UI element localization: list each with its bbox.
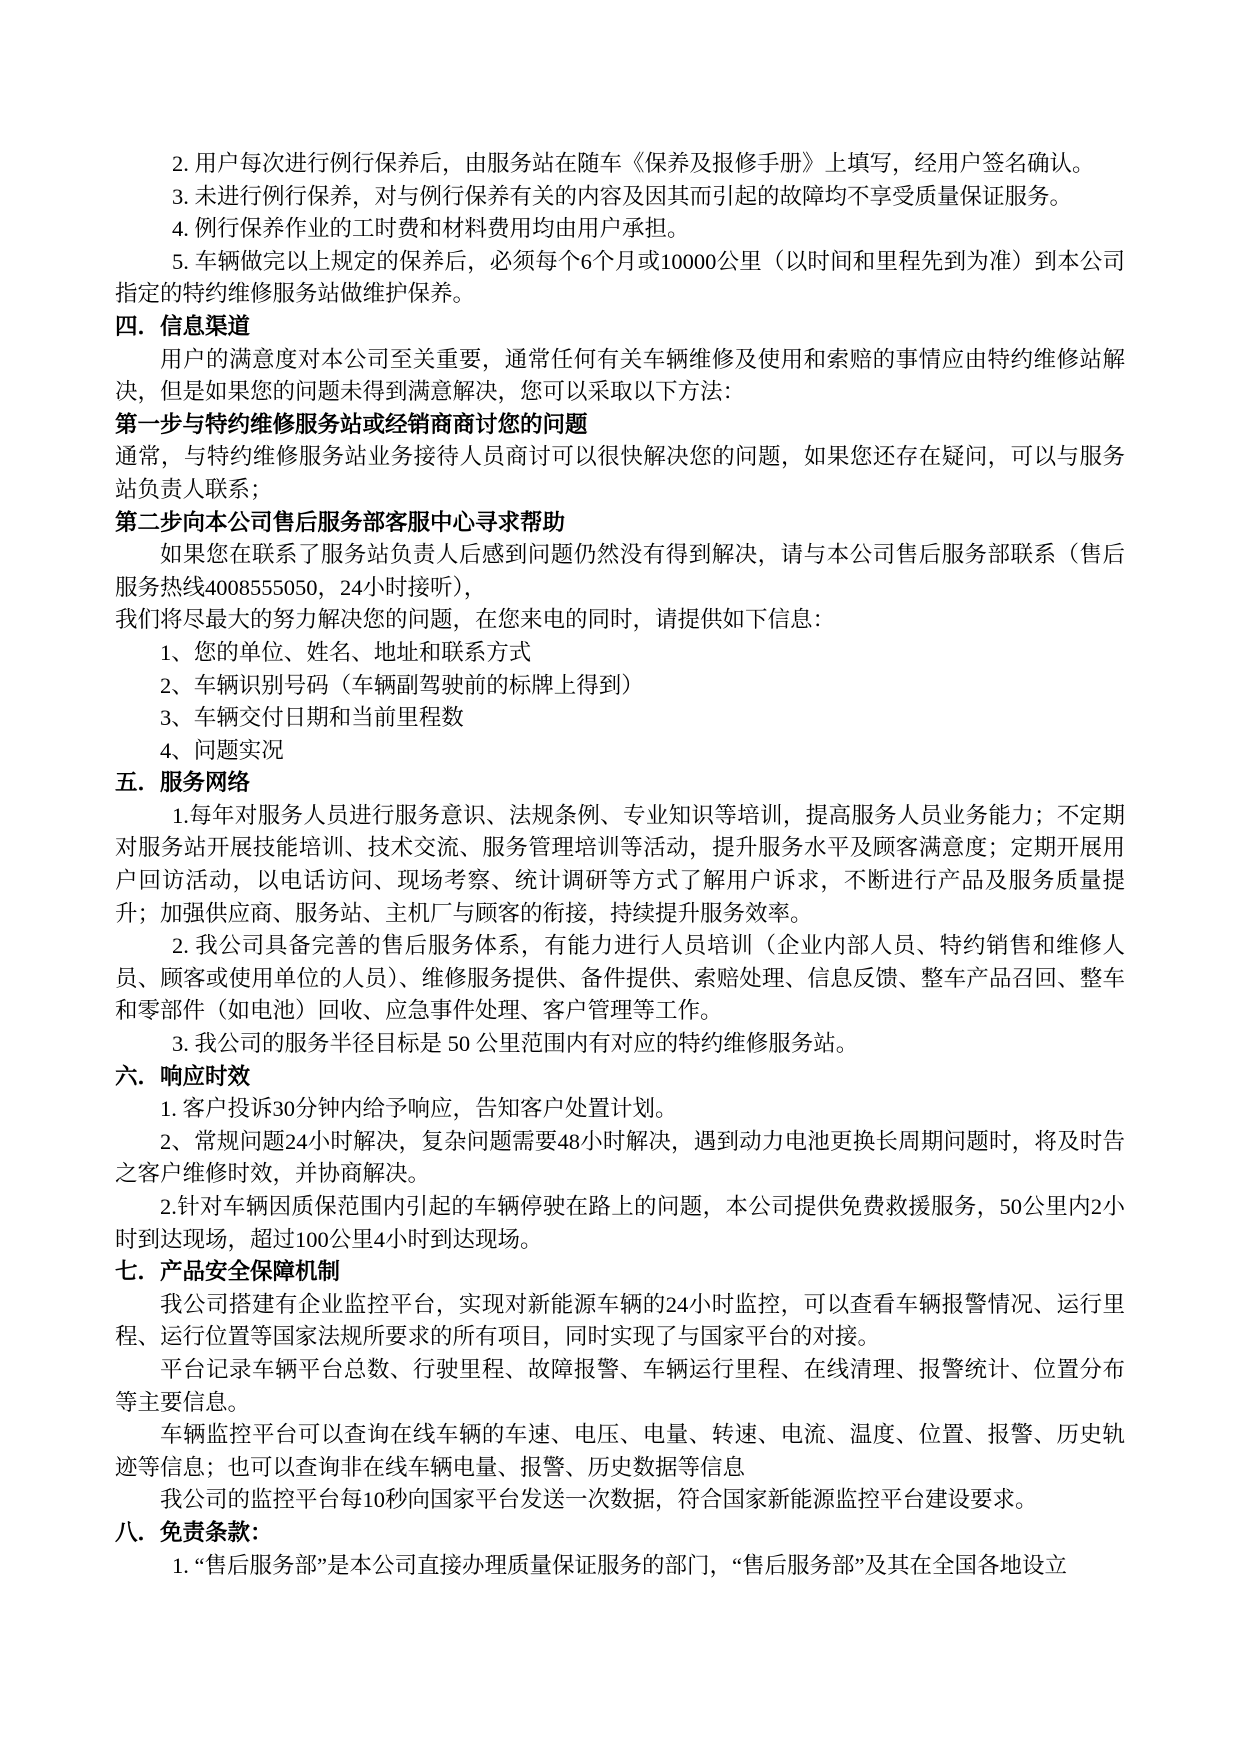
maintenance-rule-item-4: 4. 例行保养作业的工时费和材料费用均由用户承担。 bbox=[172, 216, 690, 242]
paragraph-customer-satisfaction: 用户的满意度对本公司至关重要，通常任何有关车辆维修及使用和索赔的事情应由特约维修站解决，但是如果您的问题未得到满意解决，您可以采取以下方法： bbox=[115, 346, 1125, 405]
section-heading-product-safety: 七．产品安全保障机制 bbox=[115, 1259, 341, 1285]
section-heading-response-time: 六．响应时效 bbox=[115, 1063, 251, 1089]
paragraph-monitoring-platform: 我公司搭建有企业监控平台，实现对新能源车辆的24小时监控，可以查看车辆报警情况、运行里程、运行位置等国家法规所要求的所有项目，同时实现了与国家平台的对接。 bbox=[115, 1291, 1125, 1350]
info-list-item-1: 1、您的单位、姓名、地址和联系方式 bbox=[160, 639, 532, 665]
info-list-item-3: 3、车辆交付日期和当前里程数 bbox=[160, 705, 464, 731]
maintenance-rule-item-2: 2. 用户每次进行例行保养后，由服务站在随车《保养及报修手册》上填写，经用户签名确认。 bbox=[172, 151, 1095, 176]
paragraph-provide-info: 我们将尽最大的努力解决您的问题，在您来电的同时，请提供如下信息： bbox=[115, 607, 836, 633]
response-time-item-1: 1. 客户投诉30分钟内给予响应，告知客户处置计划。 bbox=[160, 1096, 678, 1122]
response-time-item-rescue: 2.针对车辆因质保范围内引起的车辆停驶在路上的问题，本公司提供免费救援服务，50公里内2小时到达现场，超过100公里4小时到达现场。 bbox=[115, 1194, 1125, 1252]
service-network-item-2: 2. 我公司具备完善的售后服务体系，有能力进行人员培训（企业内部人员、特约销售和维修人员、顾客或使用单位的人员）、维修服务提供、备件提供、索赔处理、信息反馈、整车产品召回、整车和零部件（如电池）回收、应急事件处理、客户管理等工作。 bbox=[115, 933, 1125, 1024]
response-time-item-2: 2、常规问题24小时解决，复杂问题需要48小时解决，遇到动力电池更换长周期问题时，将及时告之客户维修时效，并协商解决。 bbox=[115, 1128, 1125, 1187]
paragraph-platform-query: 车辆监控平台可以查询在线车辆的车速、电压、电量、转速、电流、温度、位置、报警、历史轨迹等信息；也可以查询非在线车辆电量、报警、历史数据等信息 bbox=[115, 1422, 1125, 1480]
maintenance-rule-item-5: 5. 车辆做完以上规定的保养后，必须每个6个月或10000公里（以时间和里程先到为准）到本公司指定的特约维修服务站做维护保养。 bbox=[115, 248, 1125, 307]
info-list-item-4: 4、问题实况 bbox=[160, 737, 284, 763]
section-heading-info-channels: 四．信息渠道 bbox=[115, 313, 251, 339]
section-heading-disclaimer: 八．免责条款： bbox=[115, 1519, 273, 1545]
document-body bbox=[115, 148, 1125, 1582]
maintenance-rule-item-3: 3. 未进行例行保养，对与例行保养有关的内容及因其而引起的故障均不享受质量保证服务。 bbox=[172, 183, 1073, 209]
subheading-step1: 第一步与特约维修服务站或经销商商讨您的问题 bbox=[115, 411, 588, 437]
service-network-item-3: 3. 我公司的服务半径目标是 50 公里范围内有对应的特约维修服务站。 bbox=[172, 1031, 859, 1057]
subheading-step2: 第二步向本公司售后服务部客服中心寻求帮助 bbox=[115, 509, 566, 535]
paragraph-step1-detail: 通常，与特约维修服务站业务接待人员商讨可以很快解决您的问题，如果您还存在疑问，可以与服务站负责人联系； bbox=[115, 444, 1125, 502]
section-heading-service-network: 五．服务网络 bbox=[115, 770, 251, 796]
disclaimer-item-1: 1. “售后服务部”是本公司直接办理质量保证服务的部门，“售后服务部”及其在全国各地设立 bbox=[172, 1552, 1067, 1578]
info-list-item-2: 2、车辆识别号码（车辆副驾驶前的标牌上得到） bbox=[160, 672, 644, 698]
service-network-item-1: 1.每年对服务人员进行服务意识、法规条例、专业知识等培训，提高服务人员业务能力；不定期对服务站开展技能培训、技术交流、服务管理培训等活动，提升服务水平及顾客满意度；定期开展用户回访活动，以电话访问、现场考察、统计调研等方式了解用户诉求，不断进行产品及服务质量提升；加强供应商、服务站、主机厂与顾客的衔接，持续提升服务效率。 bbox=[115, 802, 1125, 926]
paragraph-data-upload: 我公司的监控平台每10秒向国家平台发送一次数据，符合国家新能源监控平台建设要求。 bbox=[160, 1487, 1038, 1513]
paragraph-platform-records: 平台记录车辆平台总数、行驶里程、故障报警、车辆运行里程、在线清理、报警统计、位置分布等主要信息。 bbox=[115, 1356, 1125, 1415]
paragraph-step2-hotline: 如果您在联系了服务站负责人后感到问题仍然没有得到解决，请与本公司售后服务部联系（售后服务热线4008555050，24小时接听）， bbox=[115, 542, 1125, 600]
